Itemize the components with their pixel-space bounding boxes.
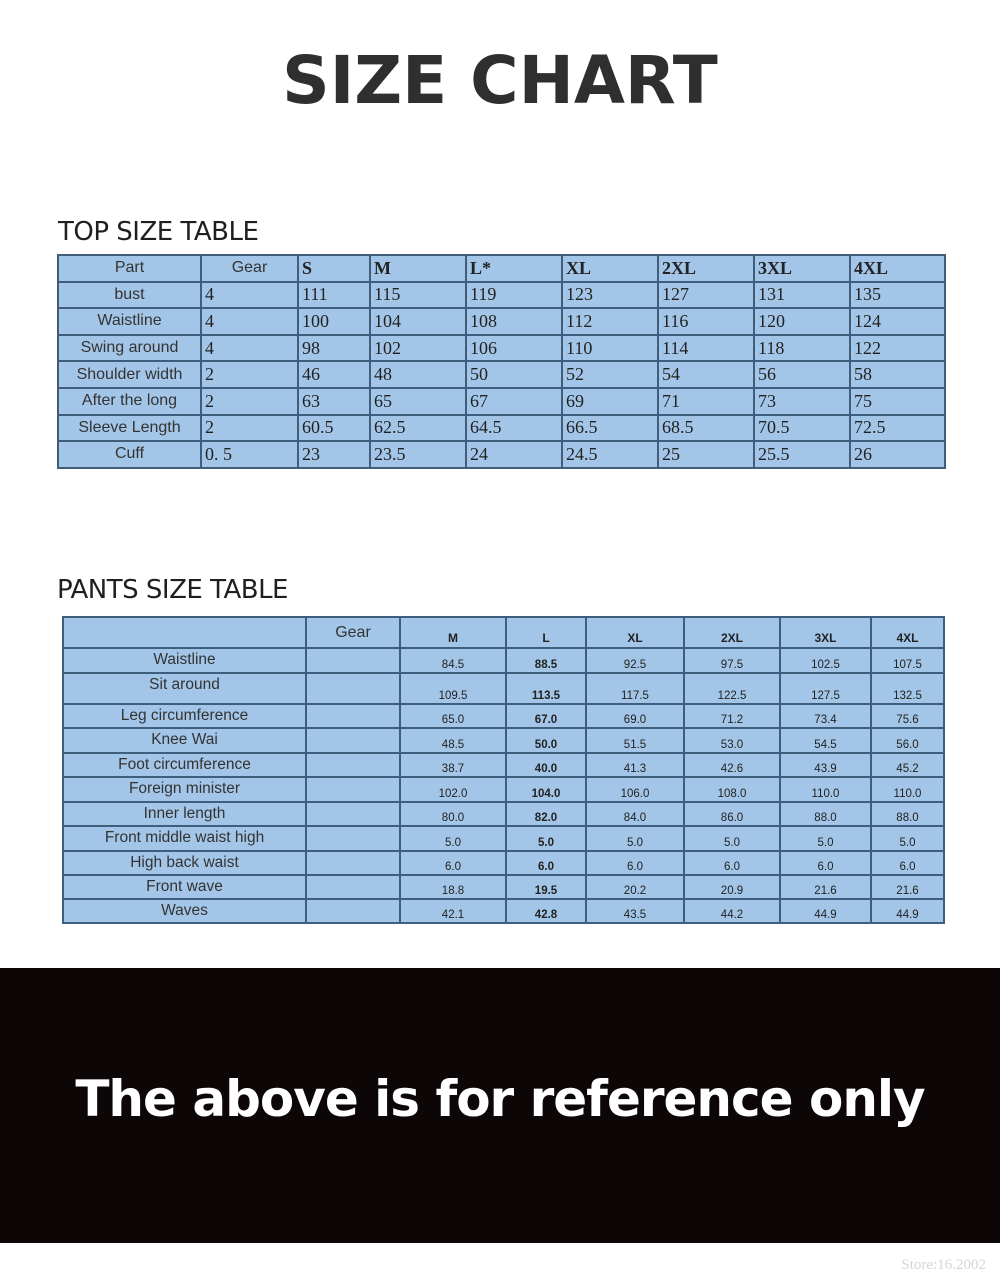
gear-cell (306, 851, 400, 875)
value-cell: 88.0 (780, 802, 871, 826)
header-cell (63, 617, 306, 648)
table-row (58, 282, 945, 309)
value-cell: 4 (201, 308, 298, 335)
value-cell: 108 (466, 308, 562, 335)
value-cell: 42.1 (400, 899, 506, 923)
value-cell: 5.0 (780, 826, 871, 851)
table-row (58, 361, 945, 388)
reference-note: The above is for reference only (75, 1070, 925, 1128)
value-cell: 44.2 (684, 899, 780, 923)
part-cell: Waistline (63, 648, 306, 673)
gear-cell (306, 753, 400, 777)
value-cell: 73 (754, 388, 850, 415)
value-cell: 6.0 (871, 851, 944, 875)
value-cell: 5.0 (684, 826, 780, 851)
value-cell: 72.5 (850, 415, 945, 442)
part-cell: High back waist (63, 851, 306, 875)
value-cell: 84.0 (586, 802, 684, 826)
value-cell: 75.6 (871, 704, 944, 728)
value-cell: 24.5 (562, 441, 658, 468)
part-cell: Cuff (58, 441, 201, 468)
gear-cell (306, 875, 400, 899)
value-cell: 135 (850, 282, 945, 309)
value-cell: 69.0 (586, 704, 684, 728)
header-cell: Gear (306, 617, 400, 648)
value-cell: 0. 5 (201, 441, 298, 468)
value-cell: 132.5 (871, 673, 944, 704)
value-cell: 71 (658, 388, 754, 415)
value-cell: 82.0 (506, 802, 586, 826)
table-row (63, 648, 944, 673)
value-cell: 110.0 (871, 777, 944, 802)
value-cell: 40.0 (506, 753, 586, 777)
value-cell: 100 (298, 308, 370, 335)
value-cell: 88.5 (506, 648, 586, 673)
value-cell: 41.3 (586, 753, 684, 777)
value-cell: 4 (201, 335, 298, 362)
value-cell: 53.0 (684, 728, 780, 753)
value-cell: 122.5 (684, 673, 780, 704)
table-row (63, 899, 944, 923)
header-cell: M (400, 617, 506, 648)
value-cell: 19.5 (506, 875, 586, 899)
header-cell: L (506, 617, 586, 648)
table-row (63, 753, 944, 777)
value-cell: 68.5 (658, 415, 754, 442)
header-cell: Gear (201, 255, 298, 282)
value-cell: 102.0 (400, 777, 506, 802)
value-cell: 50.0 (506, 728, 586, 753)
value-cell: 131 (754, 282, 850, 309)
value-cell: 110 (562, 335, 658, 362)
value-cell: 97.5 (684, 648, 780, 673)
gear-cell (306, 673, 400, 704)
value-cell: 51.5 (586, 728, 684, 753)
value-cell: 48 (370, 361, 466, 388)
value-cell: 65.0 (400, 704, 506, 728)
value-cell: 118 (754, 335, 850, 362)
part-cell: Sleeve Length (58, 415, 201, 442)
value-cell: 21.6 (871, 875, 944, 899)
header-cell: S (298, 255, 370, 282)
value-cell: 23.5 (370, 441, 466, 468)
value-cell: 43.9 (780, 753, 871, 777)
value-cell: 42.6 (684, 753, 780, 777)
table-row (63, 802, 944, 826)
value-cell: 106.0 (586, 777, 684, 802)
value-cell: 107.5 (871, 648, 944, 673)
gear-cell (306, 648, 400, 673)
part-cell: Shoulder width (58, 361, 201, 388)
pants-size-table (62, 616, 945, 924)
value-cell: 44.9 (871, 899, 944, 923)
value-cell: 117.5 (586, 673, 684, 704)
value-cell: 75 (850, 388, 945, 415)
table-row (63, 728, 944, 753)
value-cell: 69 (562, 388, 658, 415)
value-cell: 43.5 (586, 899, 684, 923)
value-cell: 6.0 (400, 851, 506, 875)
table-row (63, 673, 944, 704)
part-cell: Front middle waist high (63, 826, 306, 851)
value-cell: 104 (370, 308, 466, 335)
header-cell: 3XL (780, 617, 871, 648)
value-cell: 127.5 (780, 673, 871, 704)
part-cell: Foot circumference (63, 753, 306, 777)
value-cell: 80.0 (400, 802, 506, 826)
part-cell: After the long (58, 388, 201, 415)
value-cell: 98 (298, 335, 370, 362)
header-cell: 4XL (850, 255, 945, 282)
value-cell: 84.5 (400, 648, 506, 673)
value-cell: 2 (201, 388, 298, 415)
gear-cell (306, 704, 400, 728)
table-row (58, 308, 945, 335)
value-cell: 24 (466, 441, 562, 468)
part-cell: Waves (63, 899, 306, 923)
value-cell: 123 (562, 282, 658, 309)
part-cell: bust (58, 282, 201, 309)
value-cell: 18.8 (400, 875, 506, 899)
part-cell: Front wave (63, 875, 306, 899)
gear-cell (306, 826, 400, 851)
value-cell: 45.2 (871, 753, 944, 777)
value-cell: 25 (658, 441, 754, 468)
part-cell: Swing around (58, 335, 201, 362)
value-cell: 5.0 (871, 826, 944, 851)
table-row (58, 388, 945, 415)
table-row (58, 415, 945, 442)
gear-cell (306, 777, 400, 802)
value-cell: 102 (370, 335, 466, 362)
value-cell: 20.9 (684, 875, 780, 899)
value-cell: 71.2 (684, 704, 780, 728)
value-cell: 2 (201, 361, 298, 388)
value-cell: 114 (658, 335, 754, 362)
part-cell: Knee Wai (63, 728, 306, 753)
value-cell: 124 (850, 308, 945, 335)
value-cell: 67 (466, 388, 562, 415)
top-size-table (57, 254, 946, 469)
value-cell: 21.6 (780, 875, 871, 899)
header-cell: XL (562, 255, 658, 282)
table-row (63, 826, 944, 851)
value-cell: 116 (658, 308, 754, 335)
top-size-table-title: TOP SIZE TABLE (58, 217, 259, 247)
table-header-row (63, 617, 944, 648)
value-cell: 115 (370, 282, 466, 309)
value-cell: 6.0 (506, 851, 586, 875)
value-cell: 86.0 (684, 802, 780, 826)
value-cell: 102.5 (780, 648, 871, 673)
value-cell: 5.0 (506, 826, 586, 851)
part-cell: Leg circumference (63, 704, 306, 728)
gear-cell (306, 728, 400, 753)
value-cell: 88.0 (871, 802, 944, 826)
value-cell: 119 (466, 282, 562, 309)
value-cell: 5.0 (400, 826, 506, 851)
value-cell: 127 (658, 282, 754, 309)
value-cell: 67.0 (506, 704, 586, 728)
value-cell: 110.0 (780, 777, 871, 802)
header-cell: M (370, 255, 466, 282)
value-cell: 54 (658, 361, 754, 388)
value-cell: 108.0 (684, 777, 780, 802)
value-cell: 63 (298, 388, 370, 415)
pants-size-table-title: PANTS SIZE TABLE (57, 575, 288, 605)
store-watermark: Store:16.2002 (901, 1257, 986, 1273)
value-cell: 122 (850, 335, 945, 362)
gear-cell (306, 802, 400, 826)
value-cell: 42.8 (506, 899, 586, 923)
table-row (63, 704, 944, 728)
value-cell: 56 (754, 361, 850, 388)
value-cell: 111 (298, 282, 370, 309)
value-cell: 46 (298, 361, 370, 388)
value-cell: 20.2 (586, 875, 684, 899)
value-cell: 65 (370, 388, 466, 415)
value-cell: 62.5 (370, 415, 466, 442)
value-cell: 6.0 (586, 851, 684, 875)
value-cell: 92.5 (586, 648, 684, 673)
table-row (58, 441, 945, 468)
part-cell: Foreign minister (63, 777, 306, 802)
value-cell: 112 (562, 308, 658, 335)
value-cell: 56.0 (871, 728, 944, 753)
table-row (63, 875, 944, 899)
header-cell: 2XL (684, 617, 780, 648)
table-header-row (58, 255, 945, 282)
part-cell: Sit around (63, 673, 306, 704)
value-cell: 60.5 (298, 415, 370, 442)
gear-cell (306, 899, 400, 923)
header-cell: Part (58, 255, 201, 282)
value-cell: 44.9 (780, 899, 871, 923)
value-cell: 120 (754, 308, 850, 335)
value-cell: 2 (201, 415, 298, 442)
value-cell: 58 (850, 361, 945, 388)
table-row (58, 335, 945, 362)
value-cell: 6.0 (780, 851, 871, 875)
header-cell: 3XL (754, 255, 850, 282)
value-cell: 66.5 (562, 415, 658, 442)
header-cell: L* (466, 255, 562, 282)
part-cell: Waistline (58, 308, 201, 335)
value-cell: 48.5 (400, 728, 506, 753)
value-cell: 109.5 (400, 673, 506, 704)
value-cell: 23 (298, 441, 370, 468)
value-cell: 5.0 (586, 826, 684, 851)
value-cell: 52 (562, 361, 658, 388)
header-cell: 4XL (871, 617, 944, 648)
value-cell: 26 (850, 441, 945, 468)
part-cell: Inner length (63, 802, 306, 826)
table-row (63, 851, 944, 875)
value-cell: 104.0 (506, 777, 586, 802)
value-cell: 64.5 (466, 415, 562, 442)
header-cell: 2XL (658, 255, 754, 282)
value-cell: 54.5 (780, 728, 871, 753)
value-cell: 73.4 (780, 704, 871, 728)
value-cell: 6.0 (684, 851, 780, 875)
footer-band (0, 968, 1000, 1243)
page-title: SIZE CHART (282, 42, 718, 119)
value-cell: 4 (201, 282, 298, 309)
value-cell: 113.5 (506, 673, 586, 704)
table-row (63, 777, 944, 802)
value-cell: 50 (466, 361, 562, 388)
value-cell: 106 (466, 335, 562, 362)
value-cell: 70.5 (754, 415, 850, 442)
header-cell: XL (586, 617, 684, 648)
value-cell: 25.5 (754, 441, 850, 468)
value-cell: 38.7 (400, 753, 506, 777)
